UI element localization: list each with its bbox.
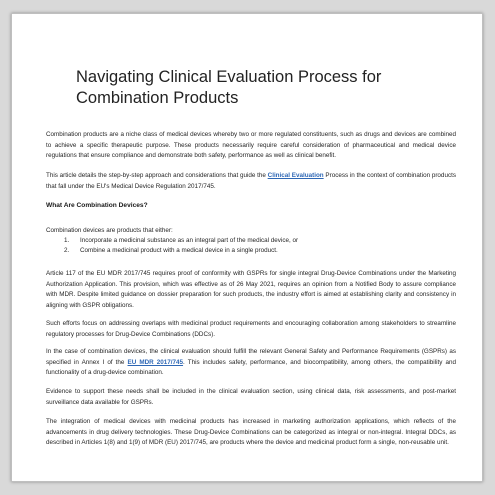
article-text-pre: This article details the step-by-step approach and considerations that guide the — [46, 172, 268, 179]
section-heading: What Are Combination Devices? — [46, 202, 148, 209]
case-paragraph — [46, 347, 456, 379]
article-paragraph — [46, 171, 456, 192]
list-item — [64, 236, 298, 247]
efforts-paragraph: Such efforts focus on addressing overlaps with medicinal product requirements and encouraging collaboration among stakeholders to streamline regulatory processes for Drug-Device Combinations (DDCs). — [46, 320, 456, 338]
list-text: Combine a medicinal product with a medical device in a single product. — [80, 247, 278, 254]
list-number: 1. — [64, 237, 70, 244]
page-title — [76, 67, 446, 109]
intro-paragraph: Combination products are a niche class of medical devices whereby two or more regulated constituents, such as drugs and devices are combined to achieve a specific therapeutic purpose. These products necessarily require careful consideration of pharmaceutical and medical device regulations that ensure compliance and demonstrate both safety, performance as well as clinical benefit. — [46, 131, 456, 160]
list-item — [64, 246, 278, 257]
case-text-pre: In the case of combination devices, the clinical evaluation should fulfill the relevant General Safety and Performance Requirements (GSPRs) as specified in Annex I of the — [46, 348, 456, 366]
article-text-post: Process in the context of combination products that fall under the EU's Medical Device Regulation 2017/745. — [46, 172, 456, 190]
evidence-paragraph: Evidence to support these needs shall be included in the clinical evaluation section, using clinical data, risk assessments, and post-market surveillance data available for GSPRs. — [46, 388, 456, 406]
list-text: Incorporate a medicinal substance as an integral part of the medical device, or — [80, 237, 299, 244]
article-117-paragraph: Article 117 of the EU MDR 2017/745 requires proof of conformity with GSPRs for single integral Drug-Device Combinations under the Marketing Authorization Application. This provision, which was effective as of 26 May 2021, requires an opinion from a Notified Body to assure compliance with MDR. Despite limited guidance on dossier preparation for such products, the industry effort is aimed at establishing clarity and consistency in aligning with GSPR obligations. — [46, 270, 456, 309]
integration-paragraph: The integration of medical devices with medicinal products has increased in marketing authorization applications, which reflects of the advancements in drug delivery technologies. These Drug-Device Combinations can be categorized as integral or non-integral. Integral DDCs, as described in Articles 1(8) and 1(9) of MDR (EU) 2017/745, are products where the device and medicinal product form a single, non-reusable unit. — [46, 418, 456, 447]
list-number: 2. — [64, 247, 70, 254]
document-page — [11, 13, 483, 482]
case-text-post: . This includes safety, performance, and biocompatibility, among others, the compatibility and functionality of a drug-device combination. — [46, 358, 456, 377]
title-line-1: Navigating Clinical Evaluation Process for — [76, 68, 382, 86]
eu-mdr-link[interactable]: EU MDR 2017/745 — [127, 358, 184, 366]
either-paragraph: Combination devices are products that either: — [46, 227, 173, 234]
clinical-evaluation-link[interactable]: Clinical Evaluation — [267, 172, 324, 179]
title-line-2: Combination Products — [76, 89, 239, 107]
